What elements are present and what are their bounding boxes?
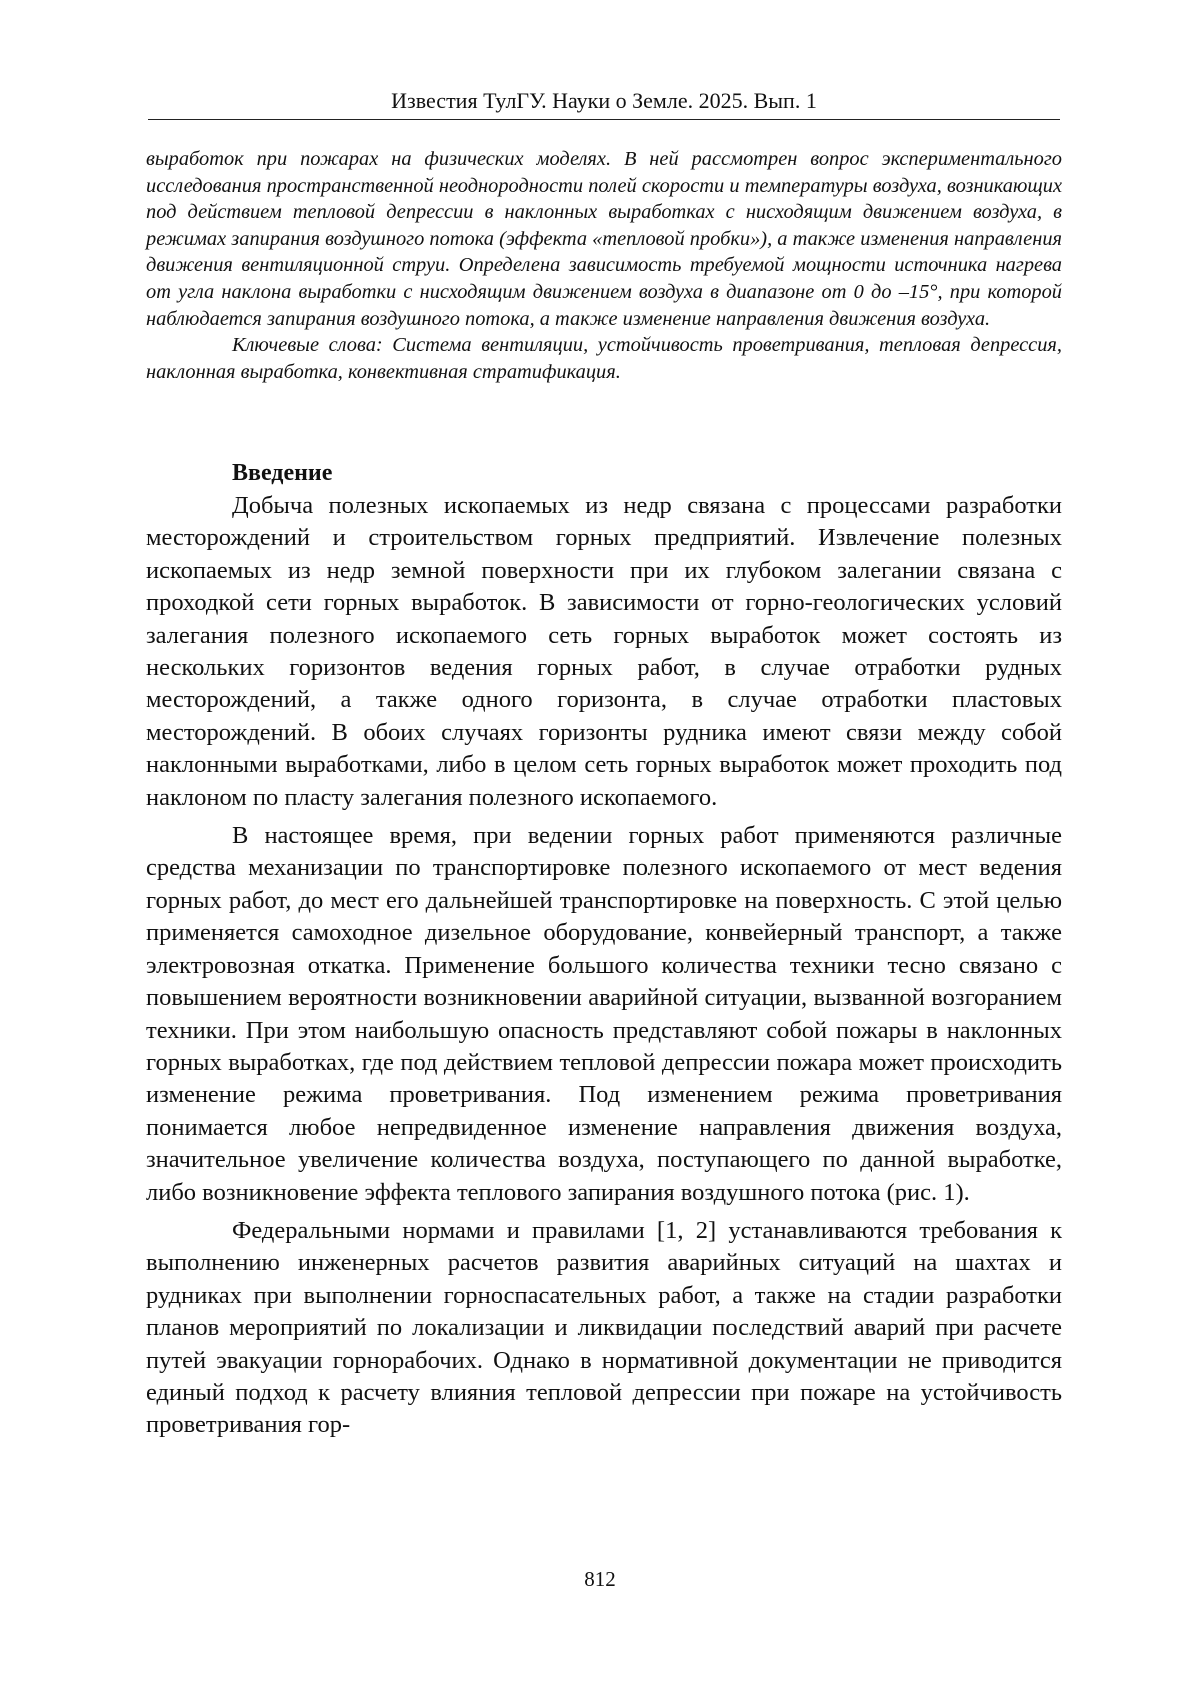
header-rule (148, 119, 1060, 120)
body-paragraph: Добыча полезных ископаемых из недр связана с процессами разработки месторождений и строительством горных предприятий. Извлечение полезных ископаемых из недр земной поверхности при их глубоком залегании связана с проходкой сети горных выработок. В зависимости от горно-геологических условий залегания полезного ископаемого сеть горных выработок может состоять из нескольких горизонтов ведения горных работ, в случае отработки рудных месторождений, а также одного горизонта, в случае отработки пластовых месторождений. В обоих случаях горизонты рудника имеют связи между собой наклонными выработками, либо в целом сеть горных выработок может проходить под наклоном по пласту залегания полезного ископаемого. (146, 492, 1062, 811)
running-header: Известия ТулГУ. Науки о Земле. 2025. Вып. 1 (391, 88, 817, 113)
body-text (146, 490, 1062, 1448)
abstract-text: выработок при пожарах на физических моделях. В ней рассмотрен вопрос экспериментального исследования пространственной неоднородности полей скорости и температуры воздуха, возникающих под действием тепловой депрессии в наклонных выработках с нисходящим движением воздуха, в режимах запирания воздушного потока (эффекта «тепловой пробки»), а также изменения направления движения вентиляционной струи. Определена зависимость требуемой мощности источника нагрева от угла наклона выработки с нисходящим движением воздуха в диапазоне от 0 до –15°, при которой наблюдается запирания воздушного потока, а также изменение направления движения воздуха. (146, 148, 1062, 330)
abstract-block (146, 146, 1062, 385)
section-heading: Введение (232, 460, 333, 486)
keywords: Ключевые слова: Система вентиляции, устойчивость проветривания, тепловая депрессия, наклонная выработка, конвективная стратификация. (146, 334, 1062, 383)
body-paragraph: Федеральными нормами и правилами [1, 2] устанавливаются требования к выполнению инженерных расчетов развития аварийных ситуаций на шахтах и рудниках при выполнении горноспасательных работ, а также на стадии разработки планов мероприятий по локализации и ликвидации последствий аварий при расчете путей эвакуации горнорабочих. Однако в нормативной документации не приводится единый подход к расчету влияния тепловой депрессии при пожаре на устойчивость проветривания гор- (146, 1216, 1062, 1439)
body-paragraph: В настоящее время, при ведении горных работ применяются различные средства механизации по транспортировке полезного ископаемого от мест ведения горных работ, до мест его дальнейшей транспортировке на поверхность. С этой целью применяется самоходное дизельное оборудование, конвейерный транспорт, а также электровозная откатка. Применение большого количества техники тесно связано с повышением вероятности возникновении аварийной ситуации, вызванной возгоранием техники. При этом наибольшую опасность представляют собой пожары в наклонных горных выработках, где под действием тепловой депрессии пожара может происходить изменение режима проветривания. Под изменением режима проветривания понимается любое непредвиденное изменение направления движения воздуха, значительное увеличение количества воздуха, поступающего по данной выработке, либо возникновение эффекта теплового запирания воздушного потока (рис. 1). (146, 822, 1062, 1206)
page-number: 812 (584, 1567, 616, 1591)
